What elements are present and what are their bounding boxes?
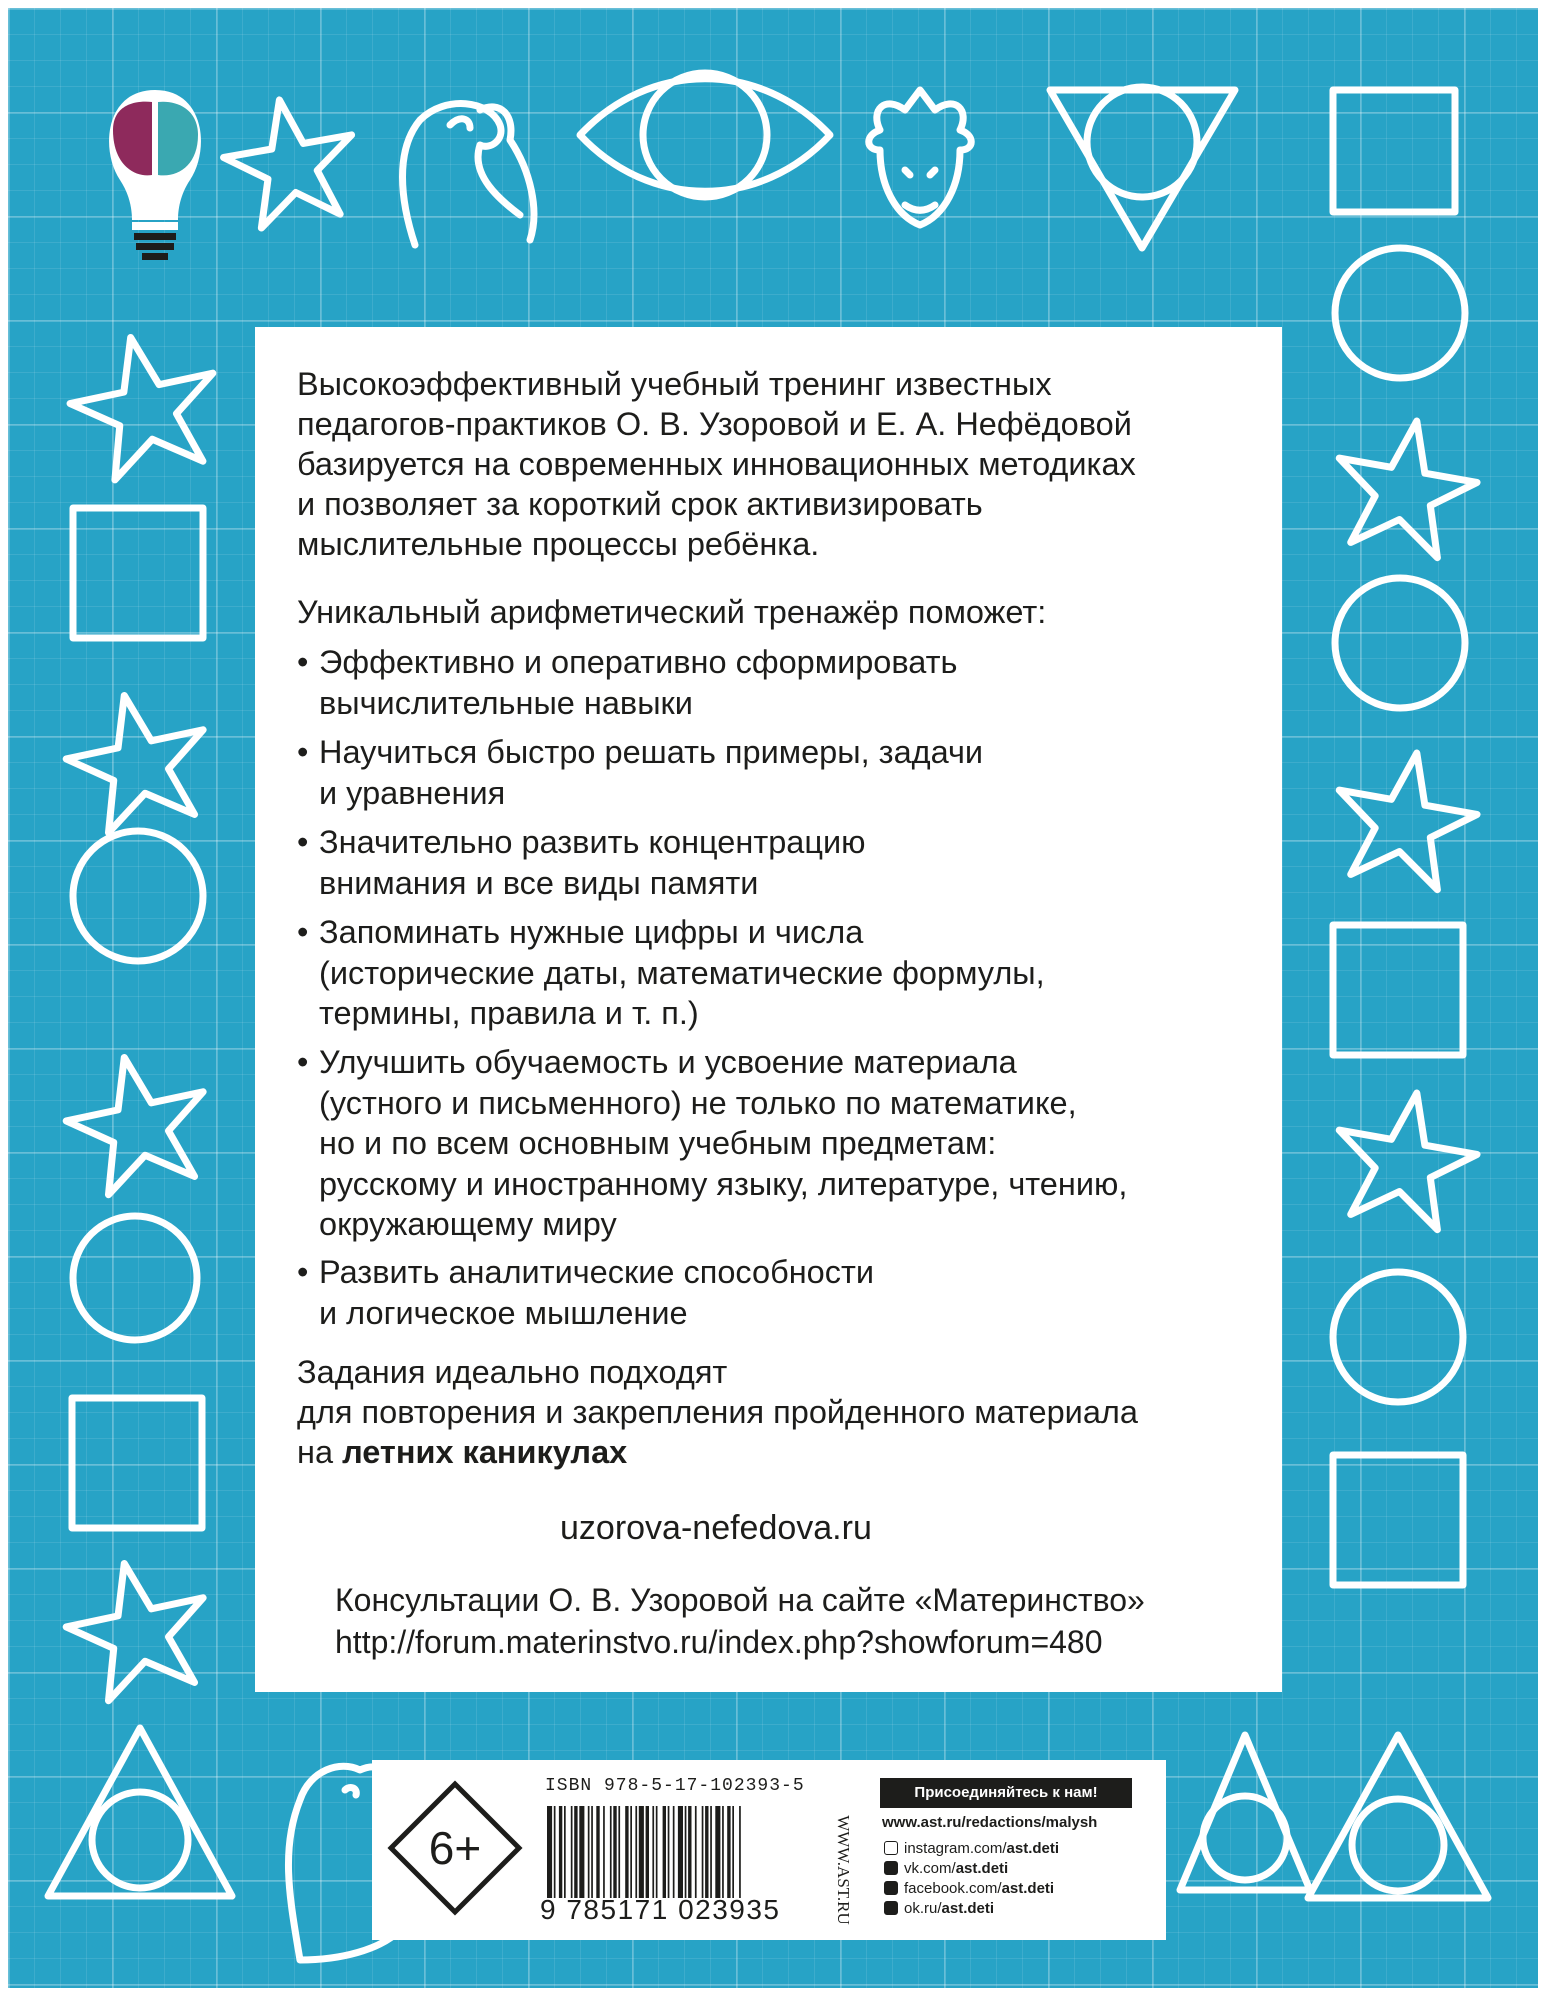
barcode-bar — [673, 1806, 675, 1898]
bullet-line: Научиться быстро решать примеры, задачи — [319, 734, 984, 770]
ast-website-link[interactable]: www.ast.ru/redactions/malysh — [882, 1814, 1098, 1831]
star-icon — [56, 681, 220, 838]
bullet-line: Значительно развить концентрацию — [319, 824, 866, 860]
forum-link[interactable]: http://forum.materinstvo.ru/index.php?showforum=480 — [335, 1624, 1103, 1660]
intro-line: Высокоэффективный учебный тренинг известных — [297, 366, 1052, 402]
barcode-bar — [702, 1806, 704, 1898]
instagram-icon — [884, 1841, 898, 1855]
circle-icon — [73, 1216, 197, 1340]
vk-icon — [884, 1861, 898, 1875]
website-link[interactable]: uzorova-nefedova.ru — [560, 1509, 872, 1547]
barcode-bar — [727, 1806, 730, 1898]
barcode-bar — [547, 1806, 552, 1898]
square-icon — [72, 1398, 202, 1528]
barcode-bar — [613, 1806, 616, 1898]
star-icon — [56, 1043, 220, 1200]
square-icon — [1333, 925, 1463, 1055]
lead-text: Уникальный арифметический тренажёр поможет: — [297, 594, 1047, 630]
bullet-line: (устного и письменного) не только по математике, — [319, 1084, 1077, 1121]
closing-line — [297, 1432, 627, 1473]
intro-line: мыслительные процессы ребёнка. — [297, 526, 820, 562]
bullet-line: но и по всем основным учебным предметам: — [319, 1125, 997, 1161]
circle-icon — [1335, 248, 1465, 378]
barcode-bar — [688, 1806, 691, 1898]
bullet-marker: • — [297, 824, 309, 860]
bullet-line: Улучшить обучаемость и усвоение материала — [319, 1044, 1017, 1080]
odnoklassniki-icon — [884, 1901, 898, 1915]
closing-bold: летних каникулах — [342, 1434, 628, 1470]
triangle-circle-icon — [1308, 1735, 1488, 1898]
triangle-circle-icon — [48, 1728, 232, 1896]
social-handle: ast.deti — [955, 1860, 1009, 1877]
closing-line: Задания идеально подходят — [297, 1354, 728, 1390]
intro-line: и позволяет за короткий срок активизировать — [297, 486, 983, 522]
barcode-bar — [639, 1806, 644, 1898]
social-handle: ast.deti — [941, 1900, 995, 1917]
bullet-line: русскому и иностранному языку, литературе, чтению, — [319, 1165, 1128, 1202]
barcode-bar — [695, 1806, 697, 1898]
bullet-line: Запоминать нужные цифры и числа — [319, 914, 864, 950]
consultation-text: Консультации О. В. Узоровой на сайте «Материнство» — [335, 1582, 1145, 1618]
bullet-item — [297, 1252, 874, 1333]
social-prefix: instagram.com/ — [904, 1840, 1007, 1857]
bullet-marker: • — [297, 1254, 309, 1290]
social-prefix: facebook.com/ — [904, 1880, 1002, 1897]
social-link-vk[interactable] — [884, 1860, 1008, 1877]
barcode-bar — [635, 1806, 637, 1898]
consultation-block — [335, 1579, 1145, 1663]
bullet-line: и логическое мышление — [319, 1294, 688, 1331]
barcode — [545, 1806, 815, 1898]
barcode-bar — [618, 1806, 620, 1898]
barcode-bar — [715, 1806, 720, 1898]
barcode-bar — [705, 1806, 708, 1898]
star-icon — [59, 322, 230, 485]
bullet-item — [297, 1042, 1127, 1245]
square-icon — [73, 508, 203, 638]
description-panel — [255, 327, 1282, 1692]
barcode-bar — [678, 1806, 683, 1898]
barcode-bar — [630, 1806, 632, 1898]
bullet-line: термины, правила и т. п.) — [319, 995, 699, 1031]
barcode-bar — [732, 1806, 734, 1898]
barcode-bar — [652, 1806, 654, 1898]
social-handle: ast.deti — [1006, 1840, 1060, 1857]
star-icon — [215, 89, 364, 233]
bullet-item — [297, 912, 1045, 1034]
intro-line: педагогов-практиков О. В. Узоровой и Е. А. Нефёдовой — [297, 406, 1132, 442]
bullet-marker: • — [297, 644, 309, 680]
social-handle: ast.deti — [1001, 1880, 1055, 1897]
lightbulb-brain-logo — [109, 90, 201, 260]
age-rating-badge — [385, 1778, 525, 1918]
barcode-bar — [656, 1806, 658, 1898]
barcode-bar — [571, 1806, 573, 1898]
age-rating-text: 6+ — [428, 1822, 482, 1874]
closing-line: для повторения и закрепления пройденного материала — [297, 1394, 1138, 1430]
bullet-line: окружающему миру — [319, 1206, 617, 1242]
social-link-odnoklassniki[interactable] — [884, 1900, 994, 1917]
barcode-bar — [564, 1806, 566, 1898]
triangle-circle-icon — [1050, 87, 1235, 248]
barcode-bar — [610, 1806, 612, 1898]
barcode-bar — [596, 1806, 599, 1898]
barcode-bar — [663, 1806, 666, 1898]
triangle-circle-icon — [1180, 1735, 1310, 1890]
goose-icon — [403, 104, 534, 245]
bullet-item — [297, 732, 983, 813]
star-icon — [1325, 409, 1486, 562]
barcode-bar — [625, 1806, 628, 1898]
join-us-heading: Присоединяйтесь к нам! — [880, 1778, 1132, 1808]
bullet-line: внимания и все виды памяти — [319, 864, 759, 901]
bullet-line: Эффективно и оперативно сформировать — [319, 644, 958, 680]
star-icon — [1325, 741, 1486, 894]
facebook-icon — [884, 1881, 898, 1895]
bullet-line: вычислительные навыки — [319, 684, 693, 721]
barcode-bar — [591, 1806, 593, 1898]
barcode-bar — [588, 1806, 590, 1898]
star-icon — [56, 1549, 220, 1706]
barcode-bar — [579, 1806, 584, 1898]
star-icon — [1325, 1081, 1486, 1234]
barcode-bar — [710, 1806, 712, 1898]
barcode-bar — [722, 1806, 724, 1898]
circle-icon — [1335, 578, 1465, 708]
publisher-vertical-text: WWW.AST.RU — [834, 1815, 853, 1925]
bullet-item — [297, 642, 957, 723]
barcode-bar — [739, 1806, 741, 1898]
bullet-line: (исторические даты, математические формулы, — [319, 954, 1045, 991]
barcode-bar — [603, 1806, 605, 1898]
bullet-line: Развить аналитические способности — [319, 1254, 875, 1290]
barcode-bar — [554, 1806, 556, 1898]
square-icon — [1333, 90, 1455, 212]
barcode-bar — [574, 1806, 577, 1898]
bullet-item — [297, 822, 866, 903]
circle-icon — [73, 831, 203, 961]
bullet-marker: • — [297, 1044, 309, 1080]
square-icon — [1333, 1455, 1463, 1585]
social-prefix: ok.ru/ — [904, 1900, 942, 1917]
barcode-bar — [646, 1806, 649, 1898]
isbn-text: ISBN 978-5-17-102393-5 — [545, 1776, 805, 1796]
social-link-instagram[interactable] — [884, 1840, 1059, 1857]
bullet-line: и уравнения — [319, 774, 506, 811]
barcode-bar — [685, 1806, 687, 1898]
eye-shape-icon — [580, 73, 830, 197]
social-link-facebook[interactable] — [884, 1880, 1054, 1897]
social-prefix: vk.com/ — [904, 1860, 956, 1877]
circle-icon — [1333, 1272, 1463, 1402]
intro-line: базируется на современных инновационных методиках — [297, 446, 1136, 482]
bullet-marker: • — [297, 734, 309, 770]
goat-icon — [869, 90, 972, 225]
barcode-bar — [559, 1806, 562, 1898]
barcode-digits: 9 785171 023935 — [540, 1894, 781, 1925]
bullet-marker: • — [297, 914, 309, 950]
barcode-bar — [668, 1806, 670, 1898]
closing-prefix: на — [297, 1434, 343, 1470]
